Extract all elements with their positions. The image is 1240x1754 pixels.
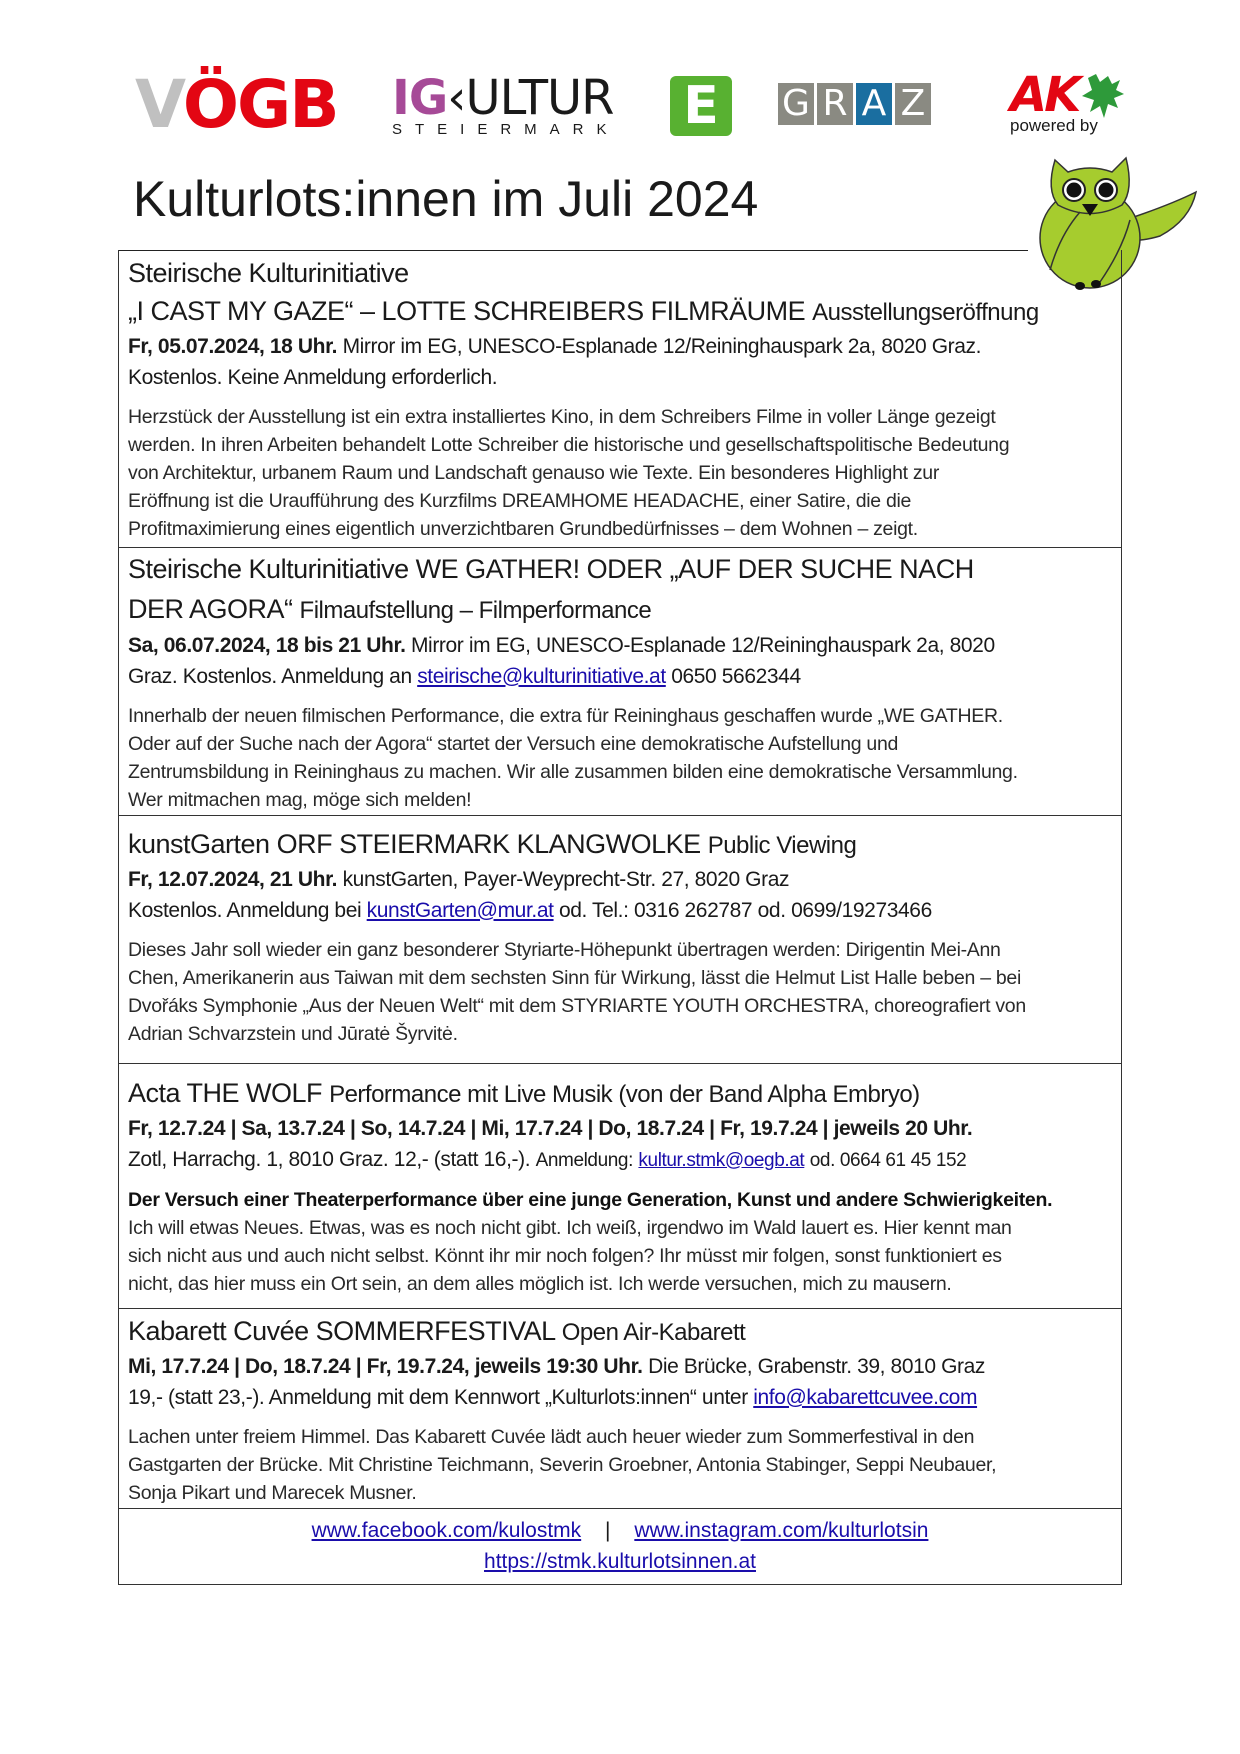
event-type: Public Viewing [707, 832, 857, 859]
event-when-where [128, 332, 1113, 363]
description-line: Zentrumsbildung in Reininghaus zu machen. Wir alle zusammen bilden eine demokratische Versammlung. [128, 761, 1018, 783]
phone-numbers: od. Tel.: 0316 262787 od. 0699/19273466 [558, 898, 932, 922]
event-heading [128, 825, 1113, 865]
description-line: Lachen unter freiem Himmel. Das Kabarett Cuvée lädt auch heuer wieder zum Sommerfestival in den [128, 1426, 975, 1448]
ak-logo [1010, 67, 1140, 136]
event-title: SOMMERFESTIVAL [315, 1316, 555, 1346]
ak-mark: AK [1010, 67, 1079, 123]
event-heading [128, 1312, 1113, 1352]
oegb-logo [135, 66, 338, 143]
event-5 [128, 1312, 1113, 1507]
ig-kultur-subtitle: STEIERMARK [392, 121, 620, 138]
facebook-link[interactable]: www.facebook.com/kulostmk [311, 1519, 582, 1542]
event-4 [128, 1074, 1113, 1298]
event-description [128, 702, 1113, 814]
signup-text: Graz. Kostenlos. Anmeldung an [128, 664, 412, 688]
event-organizer: Acta [128, 1078, 181, 1108]
email-link[interactable]: kunstGarten@mur.at [366, 898, 554, 922]
event-date: Fr, 12.07.2024, 21 Uhr. [128, 868, 338, 891]
event-title-cont: DER AGORA“ [128, 594, 293, 624]
event-title: THE WOLF [186, 1078, 323, 1108]
description-line: Ich will etwas Neues. Etwas, was es noch nicht gibt. Ich weiß, irgendwo im Wald lauert es. Hier kennt man [128, 1217, 1012, 1239]
description-line: Dvořáks Symphonie „Aus der Neuen Welt“ mit dem STYRIARTE YOUTH ORCHESTRA, choreografiert von [128, 995, 1026, 1017]
graz-letter: Z [895, 83, 931, 125]
oegb-logo-text: ÖGB [182, 66, 338, 143]
event-location: Mirror im EG, UNESCO-Esplanade 12/Reininghauspark 2a, 8020 [410, 634, 995, 657]
description-line: Sonja Pikart und Marecek Musner. [128, 1482, 417, 1504]
event-date: Sa, 06.07.2024, 18 bis 21 Uhr. [128, 634, 406, 657]
event-location: Mirror im EG, UNESCO-Esplanade 12/Reininghauspark 2a, 8020 Graz. [342, 335, 982, 358]
panther-icon [1082, 74, 1124, 118]
graz-logo [778, 83, 931, 125]
oegb-logo-v: V [135, 66, 183, 143]
event-1 [128, 254, 1113, 543]
event-organizer: Steirische Kulturinitiative [128, 554, 409, 584]
event-type: Performance mit Live Musik (von der Band Alpha Embryo) [329, 1081, 920, 1108]
event-description [128, 936, 1113, 1048]
description-line: sich nicht aus und auch nicht selbst. Könnt ihr mir noch folgen? Ihr müsst mir folgen, sonst funktioniert es [128, 1245, 1002, 1267]
description-lead: Der Versuch einer Theaterperformance über eine junge Generation, Kunst und andere Schwierigkeiten. [128, 1189, 1053, 1211]
description-line: Chen, Amerikanerin aus Taiwan mit dem sechsten Sinn für Wirkung, lässt die Helmut List Halle beben – bei [128, 967, 1021, 989]
footer-links [118, 1515, 1122, 1577]
event-when-where [128, 1352, 1113, 1383]
website-link[interactable]: https://stmk.kulturlotsinnen.at [484, 1550, 756, 1573]
table-bottom-rule [118, 1584, 1122, 1585]
description-line: von Architektur, urbanem Raum und Landschaft genauso wie Texte. Ein besonderes Highlight zur [128, 462, 940, 484]
event-title: „I CAST MY GAZE“ – LOTTE SCHREIBERS FILMRÄUME [128, 296, 806, 326]
event-location: Zotl, Harrachg. 1, 8010 Graz. 12,- (statt 16,-). [128, 1147, 531, 1171]
kultur-mark: ‹ULTUR [447, 70, 614, 126]
event-type: Open Air-Kabarett [561, 1319, 746, 1346]
event-description [128, 403, 1113, 543]
description-line: Profitmaximierung eines eigentlich unverzichtbaren Grundbedürfnisses – dem Wohnen – zeigt. [128, 518, 918, 540]
phone-number: od. 0664 61 45 152 [809, 1149, 967, 1171]
email-link[interactable]: info@kabarettcuvee.com [753, 1385, 978, 1409]
ig-kultur-wordmark [392, 70, 620, 126]
description-line: Adrian Schvarzstein und Jūratė Šyrvitė. [128, 1023, 458, 1045]
email-link[interactable]: kultur.stmk@oegb.at [638, 1149, 805, 1171]
event-heading-cont [128, 589, 1113, 631]
ig-mark: IG [392, 70, 448, 126]
graz-letter: A [856, 83, 892, 125]
event-heading [128, 549, 1113, 589]
event-signup [128, 1145, 1113, 1177]
event-divider [118, 1063, 1122, 1064]
description-line: Herzstück der Ausstellung ist ein extra installiertes Kino, in dem Schreibers Filme in voller Länge gezeigt [128, 406, 996, 428]
ig-kultur-logo [392, 70, 620, 138]
graz-letter: G [778, 83, 814, 125]
event-when-where [128, 865, 1113, 896]
event-organizer: Kabarett Cuvée [128, 1316, 309, 1346]
page-title: Kulturlots:innen im Juli 2024 [133, 171, 759, 227]
event-type: Ausstellungseröffnung [812, 299, 1039, 326]
event-2 [128, 549, 1113, 814]
event-organizer: kunstGarten [128, 829, 270, 859]
event-when-where [128, 631, 1113, 662]
event-title: WE GATHER! ODER „AUF DER SUCHE NACH [415, 554, 974, 584]
event-location: kunstGarten, Payer-Weyprecht-Str. 27, 8020 Graz [342, 868, 790, 891]
phone-number: 0650 5662344 [671, 664, 801, 688]
event-dates: Fr, 12.7.24 | Sa, 13.7.24 | So, 14.7.24 | Mi, 17.7.24 | Do, 18.7.24 | Fr, 19.7.24 | jeweils 20 Uhr. [128, 1117, 973, 1140]
event-heading [128, 1074, 1113, 1114]
powered-by-caption: powered by [1010, 116, 1098, 135]
event-location: Die Brücke, Grabenstr. 39, 8010 Graz [648, 1355, 986, 1378]
description-line: werden. In ihren Arbeiten behandelt Lotte Schreiber die historische und gesellschaftspolitische Bedeutung [128, 434, 1010, 456]
event-admission: Kostenlos. Keine Anmeldung erforderlich. [128, 365, 498, 389]
signup-label: Anmeldung: [535, 1149, 633, 1171]
event-date: Mi, 17.7.24 | Do, 18.7.24 | Fr, 19.7.24, jeweils 19:30 Uhr. [128, 1355, 643, 1378]
event-date: Fr, 05.07.2024, 18 Uhr. [128, 335, 338, 358]
event-divider [118, 815, 1122, 816]
instagram-link[interactable]: www.instagram.com/kulturlotsin [634, 1519, 929, 1542]
e-logo: E [670, 76, 732, 136]
event-organizer: Steirische Kulturinitiative [128, 258, 409, 288]
description-line: Innerhalb der neuen filmischen Performance, die extra für Reininghaus geschaffen wurde „WE GATHER. [128, 705, 1003, 727]
event-signup [128, 896, 1113, 927]
event-heading [128, 292, 1113, 332]
signup-text: 19,- (statt 23,-). Anmeldung mit dem Kennwort „Kulturlots:innen“ unter [128, 1385, 748, 1409]
description-line: Oder auf der Suche nach der Agora“ startet der Versuch eine demokratische Aufstellung und [128, 733, 899, 755]
event-signup [128, 1383, 1113, 1414]
event-3 [128, 825, 1113, 1048]
event-type: Filmaufstellung – Filmperformance [299, 597, 652, 624]
event-divider [118, 547, 1122, 548]
email-link[interactable]: steirische@kulturinitiative.at [417, 664, 666, 688]
description-line: Dieses Jahr soll wieder ein ganz besonderer Styriarte-Höhepunkt übertragen werden: Dirigentin Mei-Ann [128, 939, 1001, 961]
event-divider [118, 1508, 1122, 1509]
link-separator: | [605, 1519, 611, 1542]
event-divider [118, 1308, 1122, 1309]
event-description [128, 1186, 1113, 1298]
graz-letter: R [817, 83, 853, 125]
description-line: Wer mitmachen mag, möge sich melden! [128, 789, 472, 811]
event-title: ORF STEIERMARK KLANGWOLKE [276, 829, 701, 859]
description-line: Gastgarten der Brücke. Mit Christine Teichmann, Severin Groebner, Antonia Stabinger, Seppi Neubauer, [128, 1454, 997, 1476]
description-line: nicht, das hier muss ein Ort sein, an dem alles möglich ist. Ich werde versuchen, mich zu mausern. [128, 1273, 952, 1295]
event-description [128, 1423, 1113, 1507]
description-line: Eröffnung ist die Uraufführung des Kurzfilms DREAMHOME HEADACHE, einer Satire, die die [128, 490, 912, 512]
signup-text: Kostenlos. Anmeldung bei [128, 898, 362, 922]
event-signup [128, 662, 1113, 693]
